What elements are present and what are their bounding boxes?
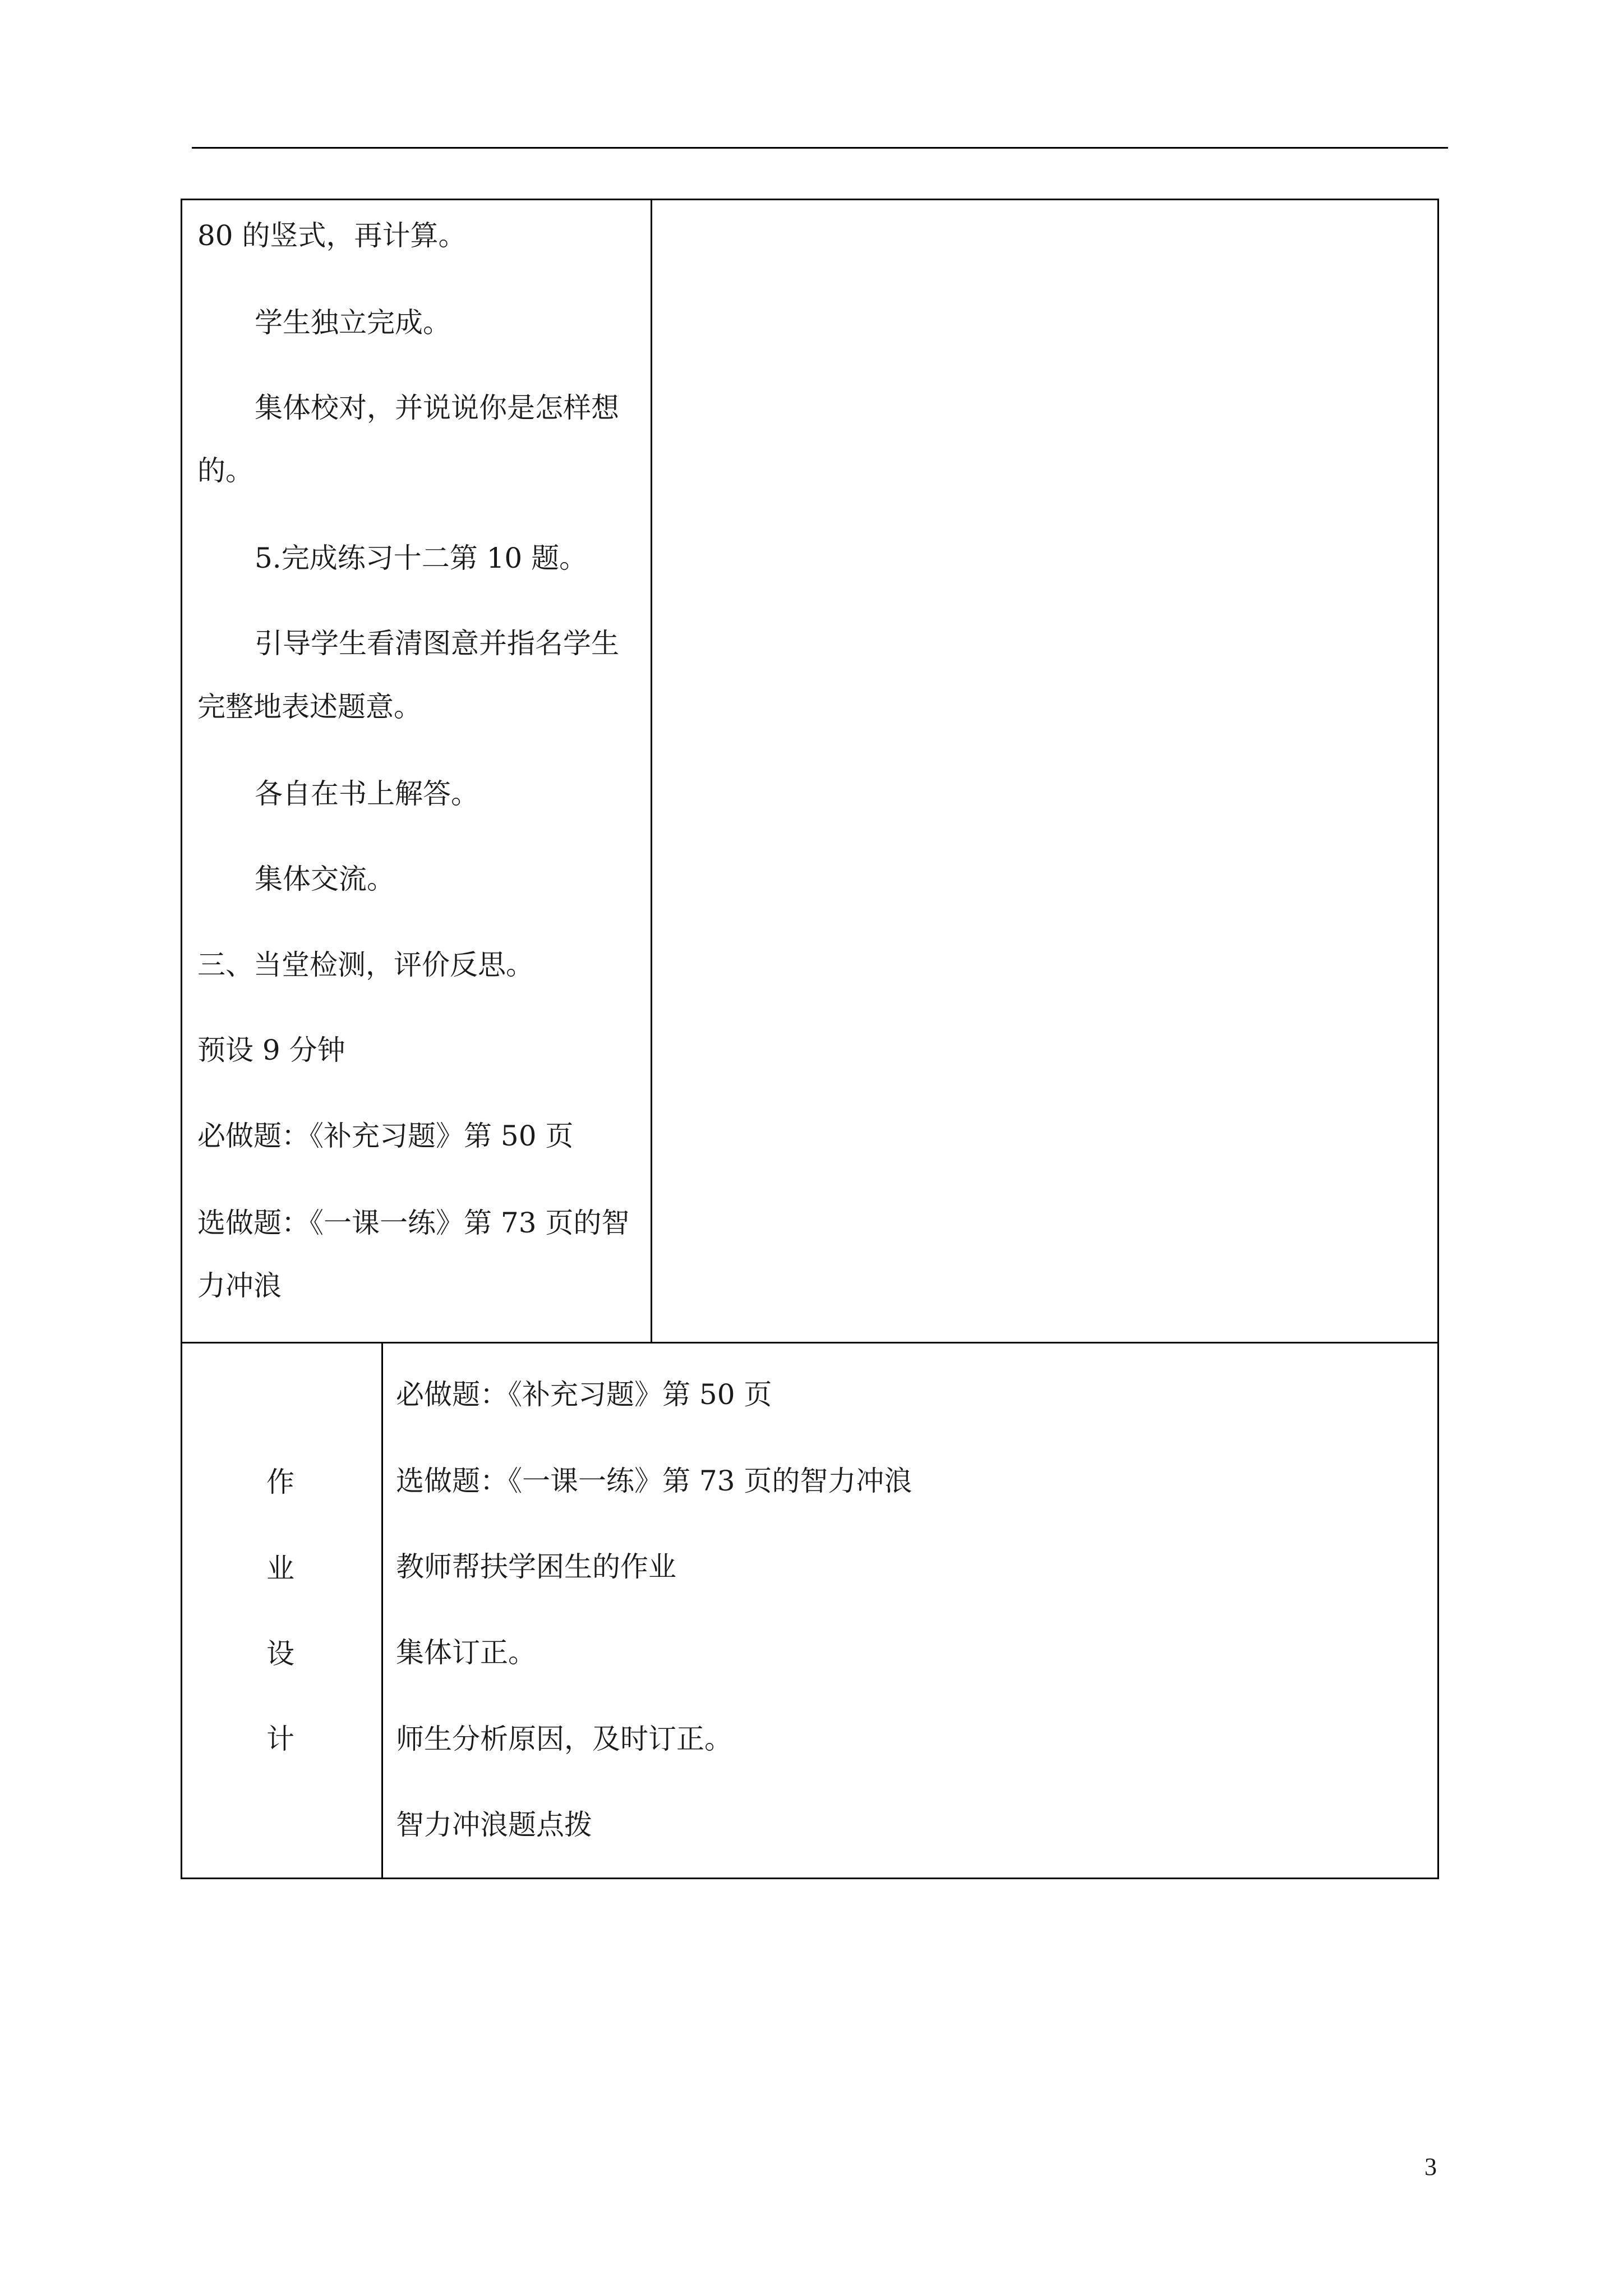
label-char: 作 xyxy=(266,1466,294,1498)
text-line: 集体订正。 xyxy=(396,1636,536,1669)
label-char: 设 xyxy=(266,1637,294,1670)
text-line: 选做题：《一课一练》第 73 页的智力冲浪 xyxy=(396,1465,912,1497)
header-rule xyxy=(192,147,1448,149)
text-line: 力冲浪 xyxy=(197,1269,282,1302)
text-line: 集体交流。 xyxy=(255,863,395,895)
text-line: 完整地表述题意。 xyxy=(197,691,422,723)
text-line: 集体校对，并说说你是怎样想 xyxy=(255,392,619,424)
text-line: 智力冲浪题点拨 xyxy=(396,1809,592,1841)
text-line: 三、当堂检测，评价反思。 xyxy=(197,949,534,981)
label-char: 计 xyxy=(266,1723,294,1755)
text-line: 各自在书上解答。 xyxy=(255,777,479,810)
text-line: 80 的竖式，再计算。 xyxy=(197,219,467,252)
upper-column-divider xyxy=(651,199,652,1343)
text-line: 必做题：《补充习题》第 50 页 xyxy=(396,1378,772,1411)
text-line: 学生独立完成。 xyxy=(255,306,451,339)
row-divider xyxy=(181,1342,1439,1343)
text-line: 教师帮扶学困生的作业 xyxy=(396,1550,676,1583)
text-line: 5.完成练习十二第 10 题。 xyxy=(255,542,588,574)
page-number: 3 xyxy=(1424,2153,1437,2180)
text-line: 师生分析原因，及时订正。 xyxy=(396,1723,732,1755)
lesson-table xyxy=(181,199,1439,1879)
text-line: 必做题：《补充习题》第 50 页 xyxy=(197,1120,574,1152)
text-line: 预设 9 分钟 xyxy=(197,1034,345,1066)
text-line: 选做题：《一课一练》第 73 页的智 xyxy=(197,1207,630,1239)
label-char: 业 xyxy=(266,1552,294,1585)
text-line: 引导学生看清图意并指名学生 xyxy=(255,627,619,660)
lower-column-divider xyxy=(381,1342,383,1879)
text-line: 的。 xyxy=(197,454,253,487)
